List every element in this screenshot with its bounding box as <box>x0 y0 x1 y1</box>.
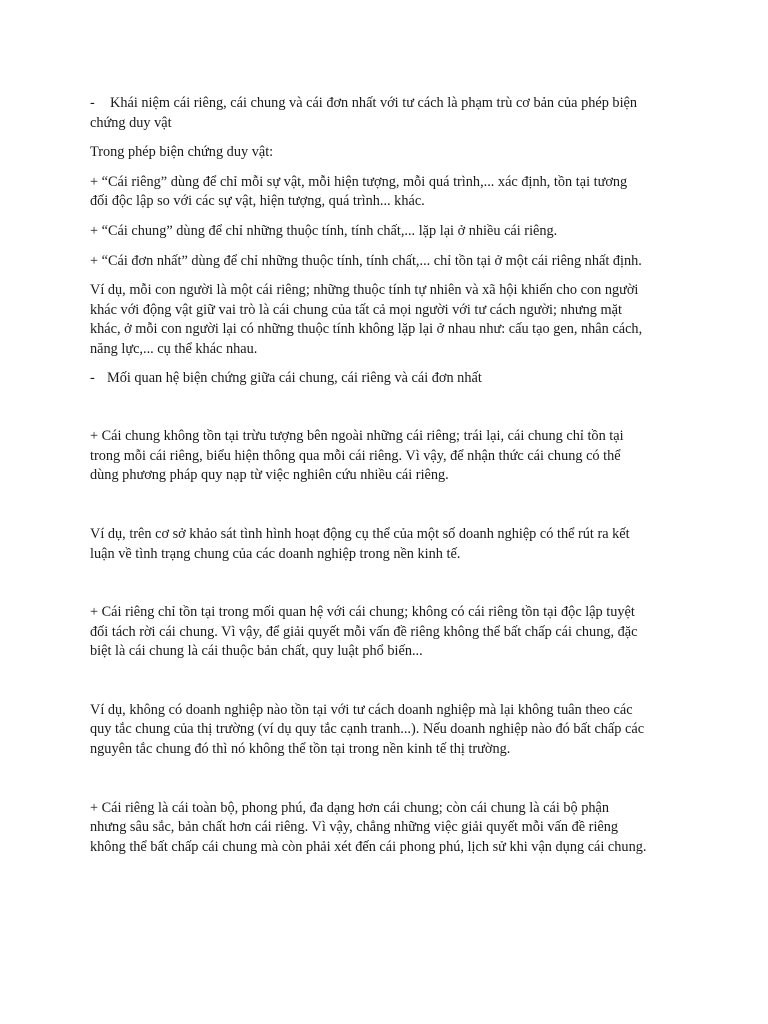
paragraph-line: quy tắc chung của thị trường (ví dụ quy tắc cạnh tranh...). Nếu doanh nghiệp nào đó bất chấp các <box>90 721 645 738</box>
paragraph-line: khác với động vật giữ vai trò là cái chung của tất cả mọi người với tư cách người; nhưng mặt <box>90 301 622 318</box>
paragraph-line: đối tách rời cái chung. Vì vậy, để giải quyết mỗi vấn đề riêng không thể bất chấp cái chung, đặc <box>90 623 638 640</box>
paragraph-line: nguyên tắc chung đó thì nó không thể tồn tại trong nền kinh tế thị trường. <box>90 741 511 758</box>
heading-relationship <box>90 369 690 389</box>
paragraph-line: + Cái riêng chỉ tồn tại trong mối quan hệ với cái chung; không có cái riêng tồn tại độc lập tuyệt <box>90 604 635 621</box>
point-paragraph-1 <box>90 427 690 486</box>
heading-line: chứng duy vật <box>90 114 172 131</box>
paragraph-line: năng lực,... cụ thể khác nhau. <box>90 340 258 357</box>
paragraph-line: Trong phép biện chứng duy vật: <box>90 144 274 161</box>
paragraph-line: Ví dụ, không có doanh nghiệp nào tồn tại với tư cách doanh nghiệp mà lại không tuân theo các <box>90 701 633 718</box>
paragraph-line: dùng phương pháp quy nạp từ việc nghiên cứu nhiều cái riêng. <box>90 467 449 484</box>
paragraph-line: đối độc lập so với các sự vật, hiện tượng, quá trình... khác. <box>90 193 425 210</box>
heading-concepts <box>90 94 690 133</box>
paragraph-line: trong mỗi cái riêng, biểu hiện thông qua mỗi cái riêng. Vì vậy, để nhận thức cái chung có thể <box>90 447 621 464</box>
point-paragraph-2 <box>90 603 690 662</box>
paragraph-line: + Cái riêng là cái toàn bộ, phong phú, đa dạng hơn cái chung; còn cái chung là cái bộ phận <box>90 799 610 816</box>
definition-cai-rieng <box>90 173 690 212</box>
example-paragraph-2 <box>90 525 690 564</box>
paragraph-line: + “Cái chung” dùng để chỉ những thuộc tính, tính chất,... lặp lại ở nhiều cái riêng. <box>90 222 558 239</box>
paragraph-line: khác, ở mỗi con người lại có những thuộc tính không lặp lại ở nhau như: cấu tạo gen, nhân cách, <box>90 321 643 338</box>
heading-line: Khái niệm cái riêng, cái chung và cái đơn nhất với tư cách là phạm trù cơ bản của phép biện <box>110 95 638 111</box>
document-page <box>90 94 690 857</box>
point-paragraph-3 <box>90 799 690 858</box>
heading-bullet: - <box>90 369 95 386</box>
heading-line: Mối quan hệ biện chứng giữa cái chung, cái riêng và cái đơn nhất <box>107 369 482 386</box>
paragraph-line: nhưng sâu sắc, bản chất hơn cái riêng. Vì vậy, chẳng những việc giải quyết mỗi vấn đề riêng <box>90 819 619 836</box>
paragraph-line: Ví dụ, mỗi con người là một cái riêng; những thuộc tính tự nhiên và xã hội khiến cho con người <box>90 282 639 299</box>
heading-bullet: - <box>90 95 95 111</box>
paragraph-line: luận về tình trạng chung của các doanh nghiệp trong nền kinh tế. <box>90 545 461 562</box>
paragraph-line: + “Cái riêng” dùng để chỉ mỗi sự vật, mỗi hiện tượng, mỗi quá trình,... xác định, tồn tại tương <box>90 173 628 190</box>
example-paragraph-1 <box>90 281 690 359</box>
paragraph-line: + Cái chung không tồn tại trừu tượng bên ngoài những cái riêng; trái lại, cái chung chỉ tồn tại <box>90 428 624 445</box>
definition-cai-chung <box>90 222 690 242</box>
paragraph-line: Ví dụ, trên cơ sở khảo sát tình hình hoạt động cụ thể của một số doanh nghiệp có thể rút ra kết <box>90 525 630 542</box>
definition-cai-don-nhat <box>90 252 690 272</box>
example-paragraph-3 <box>90 701 690 760</box>
paragraph-line: không thể bất chấp cái chung mà còn phải xét đến cái phong phú, lịch sử khi vận dụng cái chung. <box>90 838 647 855</box>
paragraph-line: biệt là cái chung là cái thuộc bản chất, quy luật phổ biến... <box>90 643 423 660</box>
intro-paragraph <box>90 143 690 163</box>
paragraph-line: + “Cái đơn nhất” dùng để chỉ những thuộc tính, tính chất,... chỉ tồn tại ở một cái riêng nhất định. <box>90 252 642 269</box>
